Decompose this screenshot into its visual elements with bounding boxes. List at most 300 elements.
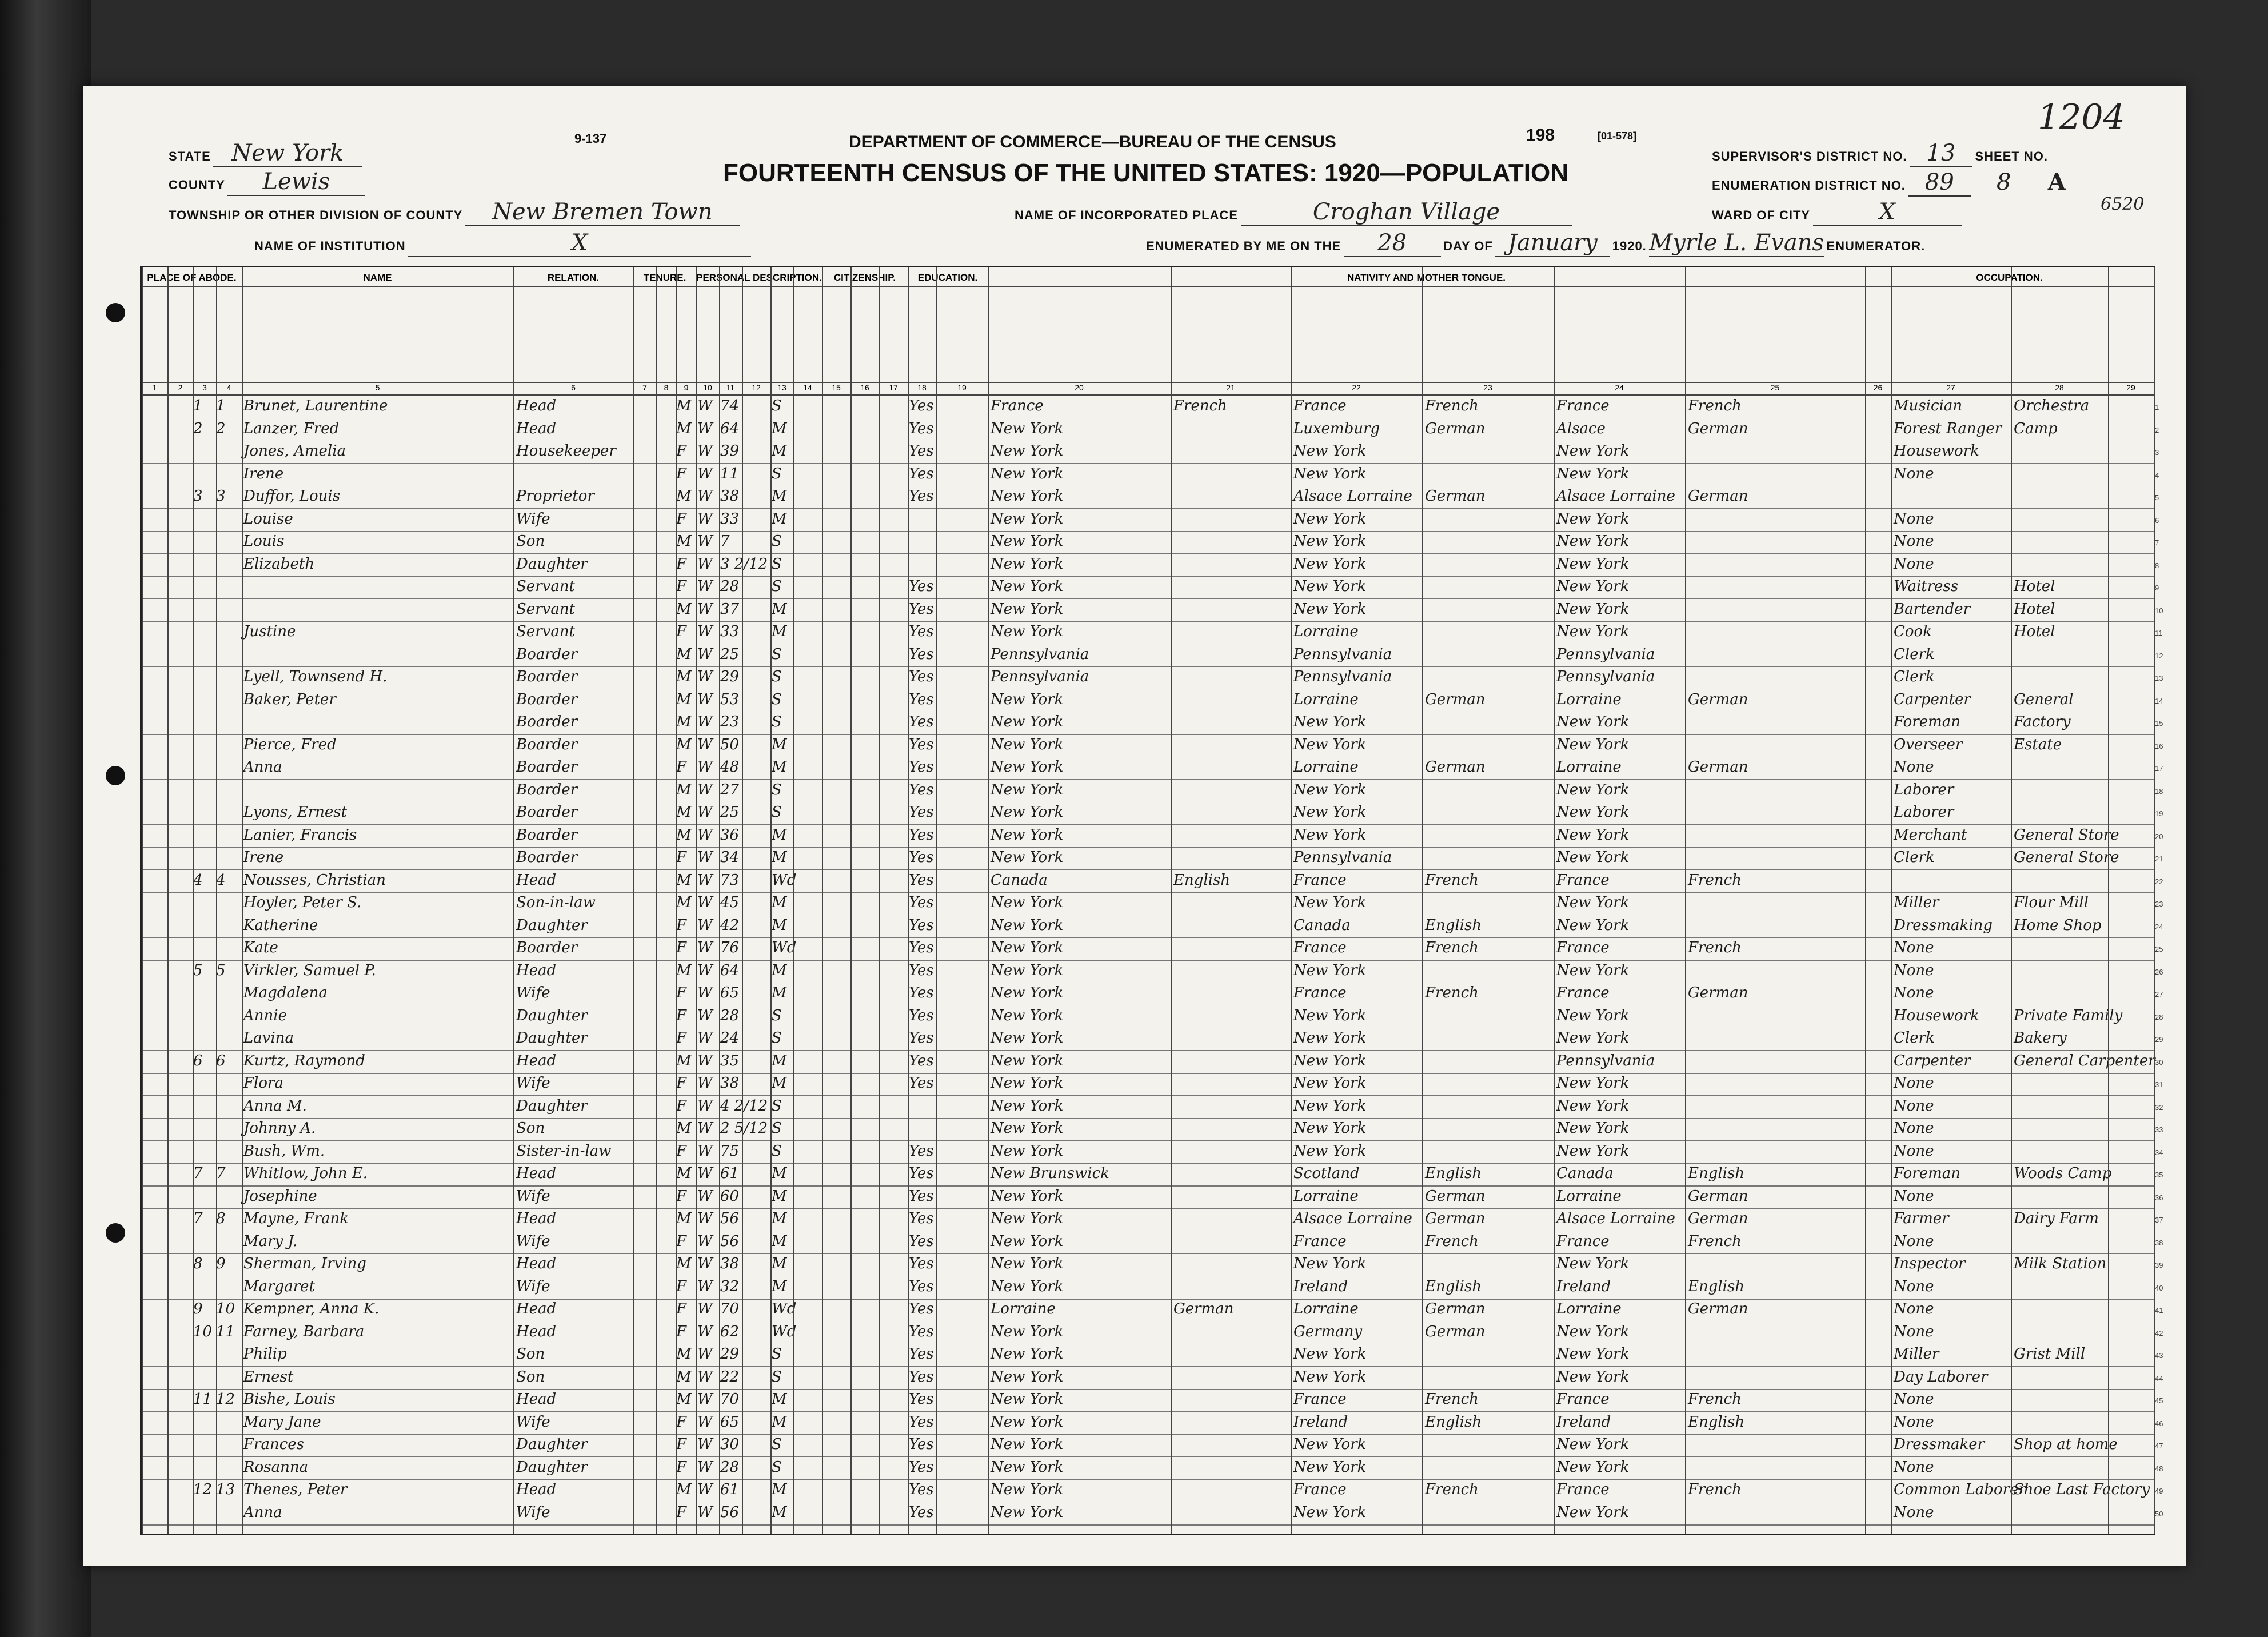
cell-father-tongue: French <box>1425 871 1479 889</box>
cell-family: 5 <box>216 961 226 979</box>
cell-industry: Private Family <box>2014 1007 2123 1024</box>
cell-mother-tongue <box>1688 1323 1814 1343</box>
cell-sex: M <box>676 1345 692 1363</box>
table-row <box>142 825 2163 847</box>
cell-dwelling <box>193 1188 216 1207</box>
group-education: EDUCATION. <box>917 272 978 283</box>
cell-family <box>216 917 242 936</box>
cell-mother-birth: New York <box>1556 1029 1630 1047</box>
cell-name: Mary J. <box>243 1232 298 1250</box>
cell-occupation: Clerk <box>1894 1029 1935 1047</box>
cell-family <box>216 781 242 801</box>
cell-relation: Head <box>516 1323 557 1340</box>
cell-father-birth: France <box>1293 871 1347 889</box>
cell-father-tongue: German <box>1425 690 1486 708</box>
cell-age: 36 <box>720 826 740 844</box>
cell-father-tongue <box>1425 1504 1551 1523</box>
cell-relation: Son <box>516 1345 545 1363</box>
cell-tongue <box>1173 691 1288 710</box>
cell-race: W <box>697 465 713 482</box>
cell-birthplace: Pennsylvania <box>991 645 1089 663</box>
cell-dwelling <box>193 736 216 756</box>
cell-age: 65 <box>720 1413 740 1431</box>
cell-mother-tongue <box>1688 1075 1814 1094</box>
table-row <box>142 509 2159 531</box>
cell-sex: F <box>676 1503 687 1521</box>
cell-age: 3 2/12 <box>720 555 768 573</box>
cell-birthplace: New York <box>991 690 1064 708</box>
cell-race: W <box>697 713 713 730</box>
cell-race: W <box>697 533 713 550</box>
cell-relation: Head <box>516 397 557 414</box>
cell-marital: S <box>772 804 782 821</box>
line-number: 1 <box>2155 403 2159 412</box>
cell-industry: General <box>2014 690 2074 708</box>
cell-father-birth: New York <box>1293 578 1367 595</box>
cell-birthplace: New York <box>991 804 1064 821</box>
cell-sex: F <box>676 1277 687 1295</box>
cell-tongue <box>1173 1165 1288 1184</box>
cell-age: 28 <box>720 1007 740 1024</box>
cell-mother-birth: Pennsylvania <box>1556 668 1655 685</box>
cell-father-tongue: French <box>1425 984 1479 1001</box>
cell-tongue <box>1173 1188 1288 1207</box>
cell-mother-birth: France <box>1556 1391 1610 1408</box>
line-number: 27 <box>2155 990 2163 999</box>
cell-industry <box>2014 1504 2105 1523</box>
cell-birthplace: New York <box>991 442 1064 460</box>
cell-age: 74 <box>720 397 740 414</box>
column-number: 3 <box>202 383 207 392</box>
cell-tongue <box>1173 781 1288 801</box>
cell-occupation: Clerk <box>1894 645 1935 663</box>
line-number: 21 <box>2155 855 2163 863</box>
cell-sex: M <box>676 1052 692 1069</box>
line-number: 20 <box>2155 832 2163 841</box>
row-divider <box>142 1524 2154 1526</box>
cell-father-birth: New York <box>1293 894 1367 911</box>
cell-relation: Boarder <box>516 713 578 730</box>
cell-mother-tongue <box>1688 849 1814 868</box>
cell-tongue <box>1173 488 1288 507</box>
cell-mother-birth: New York <box>1556 623 1630 640</box>
cell-age: 4 2/12 <box>720 1097 768 1115</box>
cell-mother-birth: New York <box>1556 961 1630 979</box>
cell-age: 32 <box>720 1277 740 1295</box>
cell-family: 9 <box>216 1255 226 1272</box>
cell-father-tongue <box>1425 623 1551 642</box>
cell-mother-tongue: French <box>1688 1481 1742 1498</box>
cell-mother-tongue: German <box>1688 1210 1748 1227</box>
cell-english: Yes <box>909 1436 934 1453</box>
cell-industry: Home Shop <box>2014 916 2102 934</box>
cell-occupation: Carpenter <box>1894 690 1971 708</box>
line-number: 18 <box>2155 786 2163 796</box>
cell-dwelling <box>193 510 216 530</box>
group-occupation: OCCUPATION. <box>1976 272 2043 283</box>
cell-industry <box>2014 533 2105 552</box>
cell-age: 61 <box>720 1481 740 1498</box>
cell-sex: M <box>676 397 692 414</box>
cell-industry <box>2014 646 2105 665</box>
column-number: 24 <box>1615 383 1624 392</box>
county-field: COUNTY Lewis <box>169 169 365 196</box>
cell-mother-tongue <box>1688 1120 1814 1139</box>
cell-father-tongue <box>1425 510 1551 530</box>
column-divider <box>1685 267 1686 1534</box>
cell-race: W <box>697 623 713 640</box>
cell-birthplace: New York <box>991 1120 1064 1137</box>
cell-age: 29 <box>720 1345 740 1363</box>
column-number: 15 <box>832 383 841 392</box>
cell-mother-birth: New York <box>1556 555 1630 573</box>
cell-mother-birth: Lorraine <box>1556 1300 1622 1317</box>
cell-father-birth: Lorraine <box>1293 623 1359 640</box>
cell-family: 1 <box>216 397 226 414</box>
column-number: 29 <box>2126 383 2135 392</box>
cell-mother-tongue <box>1688 917 1814 936</box>
cell-sex: M <box>676 690 692 708</box>
cell-english: Yes <box>909 397 934 414</box>
cell-industry <box>2014 1323 2105 1343</box>
cell-tongue <box>1173 556 1288 575</box>
cell-relation: Wife <box>516 1075 550 1092</box>
cell-family: 8 <box>216 1210 226 1227</box>
cell-mother-tongue <box>1688 1007 1814 1027</box>
cell-race: W <box>697 1323 713 1340</box>
cell-father-tongue: German <box>1425 758 1486 776</box>
state-field: STATE New York <box>169 140 362 167</box>
cell-family: 2 <box>216 420 226 437</box>
cell-father-birth: New York <box>1293 1029 1367 1047</box>
cell-relation: Son-in-law <box>516 894 596 911</box>
cell-father-birth: New York <box>1293 1345 1367 1363</box>
line-number: 19 <box>2155 809 2163 818</box>
cell-mother-birth: New York <box>1556 1323 1630 1340</box>
cell-father-birth: France <box>1293 397 1347 414</box>
column-divider <box>1865 267 1866 1534</box>
cell-dwelling <box>193 781 216 801</box>
cell-name: Philip <box>243 1345 287 1363</box>
table-row <box>142 871 2163 892</box>
cell-english: Yes <box>909 736 934 753</box>
cell-age: 53 <box>720 690 740 708</box>
cell-race: W <box>697 736 713 753</box>
cell-industry: Hotel <box>2014 578 2055 595</box>
cell-family: 4 <box>216 871 226 889</box>
cell-dwelling <box>193 827 216 846</box>
cell-dwelling: 8 <box>193 1255 203 1272</box>
column-number: 28 <box>2055 383 2064 392</box>
cell-age: 38 <box>720 1255 740 1272</box>
cell-relation: Head <box>516 871 557 889</box>
cell-mother-tongue <box>1688 510 1814 530</box>
cell-english: Yes <box>909 1052 934 1069</box>
line-number: 28 <box>2155 1012 2163 1021</box>
cell-mother-tongue <box>1688 804 1814 823</box>
cell-father-birth: Luxemburg <box>1293 420 1380 437</box>
cell-father-birth: Ireland <box>1293 1277 1348 1295</box>
cell-dwelling <box>193 601 216 620</box>
cell-industry <box>2014 872 2105 891</box>
cell-race: W <box>697 1345 713 1363</box>
cell-occupation: Housework <box>1894 442 1979 460</box>
cell-occupation: Waitress <box>1894 578 1959 595</box>
cell-dwelling <box>193 465 216 485</box>
cell-father-tongue <box>1425 442 1551 462</box>
cell-tongue <box>1173 1323 1288 1343</box>
cell-tongue <box>1173 758 1288 778</box>
cell-tongue <box>1173 1052 1288 1072</box>
column-divider <box>1171 267 1172 1534</box>
cell-mother-tongue <box>1688 1345 1814 1365</box>
cell-occupation: Overseer <box>1894 736 1963 753</box>
cell-race: W <box>697 1187 713 1205</box>
cell-age: 75 <box>720 1142 740 1160</box>
cell-name: Flora <box>243 1075 284 1092</box>
cell-birthplace: New York <box>991 1187 1064 1205</box>
cell-mother-birth: Lorraine <box>1556 758 1622 776</box>
line-number: 12 <box>2155 651 2163 660</box>
cell-race: W <box>697 871 713 889</box>
cell-mother-birth: New York <box>1556 442 1630 460</box>
cell-english: Yes <box>909 1187 934 1205</box>
cell-age: 76 <box>720 939 740 956</box>
cell-race: W <box>697 668 713 685</box>
cell-dwelling <box>193 939 216 959</box>
cell-dwelling <box>193 1345 216 1365</box>
cell-marital: M <box>772 1052 787 1069</box>
cell-mother-birth: New York <box>1556 1436 1630 1453</box>
cell-mother-birth: New York <box>1556 736 1630 753</box>
cell-industry <box>2014 758 2105 778</box>
table-row <box>142 1254 2163 1276</box>
cell-relation: Boarder <box>516 939 578 956</box>
cell-age: 38 <box>720 488 740 505</box>
cell-tongue <box>1173 646 1288 665</box>
cell-race: W <box>697 1300 713 1317</box>
cell-family <box>216 1188 242 1207</box>
cell-relation: Wife <box>516 1503 550 1521</box>
cell-tongue <box>1173 465 1288 485</box>
cell-mother-tongue <box>1688 646 1814 665</box>
cell-age: 60 <box>720 1187 740 1205</box>
cell-father-birth: New York <box>1293 600 1367 618</box>
cell-race: W <box>697 645 713 663</box>
cell-mother-birth: France <box>1556 939 1610 956</box>
cell-birthplace: New York <box>991 1232 1064 1250</box>
cell-race: W <box>697 1255 713 1272</box>
cell-sex: M <box>676 736 692 753</box>
cell-father-birth: New York <box>1293 1503 1367 1521</box>
cell-english <box>909 1120 935 1139</box>
column-divider <box>167 267 169 1534</box>
institution-field: NAME OF INSTITUTION X <box>254 230 751 257</box>
cell-dwelling <box>193 804 216 823</box>
cell-birthplace: New York <box>991 1413 1064 1431</box>
cell-race: W <box>697 510 713 528</box>
column-divider <box>633 267 634 1534</box>
line-number: 47 <box>2155 1442 2163 1450</box>
cell-race: W <box>697 1277 713 1295</box>
cell-tongue <box>1173 1120 1288 1139</box>
cell-race: W <box>697 1142 713 1160</box>
cell-marital: S <box>772 397 782 414</box>
cell-relation: Wife <box>516 1232 550 1250</box>
township-field: TOWNSHIP OR OTHER DIVISION OF COUNTY New Bremen Town <box>169 199 740 226</box>
cell-occupation: None <box>1894 1323 1934 1340</box>
cell-mother-birth: Alsace Lorraine <box>1556 1210 1675 1227</box>
column-number: 9 <box>684 383 689 392</box>
cell-dwelling <box>193 758 216 778</box>
line-number: 6 <box>2155 516 2159 525</box>
cell-sex: M <box>676 600 692 618</box>
cell-marital: Wd <box>772 871 797 889</box>
cell-marital: M <box>772 442 787 460</box>
cell-mother-birth: Lorraine <box>1556 1187 1622 1205</box>
cell-relation: Son <box>516 1120 545 1137</box>
group-tenure: TENURE. <box>643 272 686 283</box>
cell-relation: Wife <box>516 1277 550 1295</box>
cell-birthplace: New York <box>991 1368 1064 1386</box>
line-number: 9 <box>2155 584 2159 592</box>
cell-marital: S <box>772 578 782 595</box>
cell-father-tongue: French <box>1425 1232 1479 1250</box>
line-number: 29 <box>2155 1035 2163 1044</box>
cell-name: Lyell, Townsend H. <box>243 668 388 685</box>
table-row <box>142 1187 2163 1208</box>
cell-father-tongue <box>1425 827 1551 846</box>
column-number: 21 <box>1226 383 1235 392</box>
cell-sex: M <box>676 1481 692 1498</box>
cell-mother-birth: New York <box>1556 1142 1630 1160</box>
cell-english: Yes <box>909 1007 934 1024</box>
cell-sex: F <box>676 510 687 528</box>
cell-mother-tongue <box>1688 1459 1814 1478</box>
cell-tongue <box>1173 917 1288 936</box>
cell-birthplace: New York <box>991 623 1064 640</box>
cell-dwelling <box>193 1504 216 1523</box>
cell-name: Lanzer, Fred <box>243 420 340 437</box>
cell-tongue <box>1173 623 1288 642</box>
cell-family <box>216 1097 242 1117</box>
cell-tongue <box>1173 1504 1288 1523</box>
cell-birthplace: New York <box>991 736 1064 753</box>
cell-father-tongue: French <box>1425 1391 1479 1408</box>
cell-english: Yes <box>909 871 934 889</box>
cell-father-birth: France <box>1293 984 1347 1001</box>
cell-father-birth: New York <box>1293 713 1367 730</box>
cell-tongue <box>1173 420 1288 440</box>
cell-sex: F <box>676 1007 687 1024</box>
cell-sex: M <box>676 713 692 730</box>
column-divider <box>770 267 772 1534</box>
cell-relation: Wife <box>516 1187 550 1205</box>
cell-age: 50 <box>720 736 740 753</box>
table-row <box>142 1435 2163 1456</box>
cell-name: Kempner, Anna K. <box>243 1300 380 1317</box>
column-divider <box>2108 267 2109 1534</box>
cell-sex: F <box>676 555 687 573</box>
cell-mother-birth: New York <box>1556 916 1630 934</box>
cell-mother-birth: Pennsylvania <box>1556 1052 1655 1069</box>
cell-relation: Daughter <box>516 555 588 573</box>
line-number: 41 <box>2155 1306 2163 1315</box>
cell-sex: F <box>676 578 687 595</box>
cell-name: Katherine <box>243 916 318 934</box>
cell-marital: M <box>772 916 787 934</box>
cell-marital: Wd <box>772 1323 797 1340</box>
cell-race: W <box>697 397 713 414</box>
column-divider <box>696 267 697 1534</box>
cell-industry: General Store <box>2014 849 2119 866</box>
cell-family <box>216 1368 242 1388</box>
cell-dwelling: 6 <box>193 1052 203 1069</box>
cell-birthplace: Pennsylvania <box>991 668 1089 685</box>
line-number: 7 <box>2155 538 2159 547</box>
cell-name: Rosanna <box>243 1458 309 1476</box>
cell-age: 29 <box>720 668 740 685</box>
cell-mother-birth: Lorraine <box>1556 690 1622 708</box>
cell-occupation: None <box>1894 1120 1934 1137</box>
column-number: 12 <box>752 383 761 392</box>
cell-dwelling <box>193 1436 216 1455</box>
cell-race: W <box>697 894 713 911</box>
cell-birthplace: New York <box>991 1029 1064 1047</box>
cell-english: Yes <box>909 713 934 730</box>
cell-english: Yes <box>909 894 934 911</box>
punch-hole-icon <box>106 766 125 785</box>
cell-tongue <box>1173 1007 1288 1027</box>
cell-english: Yes <box>909 758 934 776</box>
cell-birthplace: New York <box>991 1255 1064 1272</box>
cell-occupation: Laborer <box>1894 804 1954 821</box>
column-divider <box>936 267 937 1534</box>
cell-tongue <box>1173 1345 1288 1365</box>
cell-sex: M <box>676 645 692 663</box>
cell-industry: Hotel <box>2014 623 2055 640</box>
cell-marital: M <box>772 1075 787 1092</box>
cell-family <box>216 578 242 597</box>
cell-english: Yes <box>909 849 934 866</box>
cell-birthplace: New York <box>991 533 1064 550</box>
cell-english: Yes <box>909 1075 934 1092</box>
column-number: 27 <box>1946 383 1955 392</box>
column-number: 14 <box>803 383 812 392</box>
cell-relation: Head <box>516 1391 557 1408</box>
cell-family: 3 <box>216 488 226 505</box>
cell-mother-birth: Canada <box>1556 1165 1614 1182</box>
cell-marital: M <box>772 1165 787 1182</box>
cell-age: 28 <box>720 578 740 595</box>
cell-occupation: None <box>1894 533 1934 550</box>
cell-age: 25 <box>720 645 740 663</box>
cell-relation: Boarder <box>516 758 578 776</box>
cell-mother-tongue <box>1688 465 1814 485</box>
cell-name: Duffor, Louis <box>243 488 341 505</box>
cell-industry <box>2014 1368 2105 1388</box>
cell-sex: F <box>676 916 687 934</box>
cell-relation: Daughter <box>516 1458 588 1476</box>
cell-mother-tongue <box>1688 1097 1814 1117</box>
cell-industry <box>2014 1097 2105 1117</box>
cell-occupation: None <box>1894 465 1934 482</box>
cell-english: Yes <box>909 1300 934 1317</box>
cell-father-tongue <box>1425 646 1551 665</box>
cell-industry <box>2014 1414 2105 1433</box>
cell-mother-tongue <box>1688 1368 1814 1388</box>
cell-family <box>216 758 242 778</box>
